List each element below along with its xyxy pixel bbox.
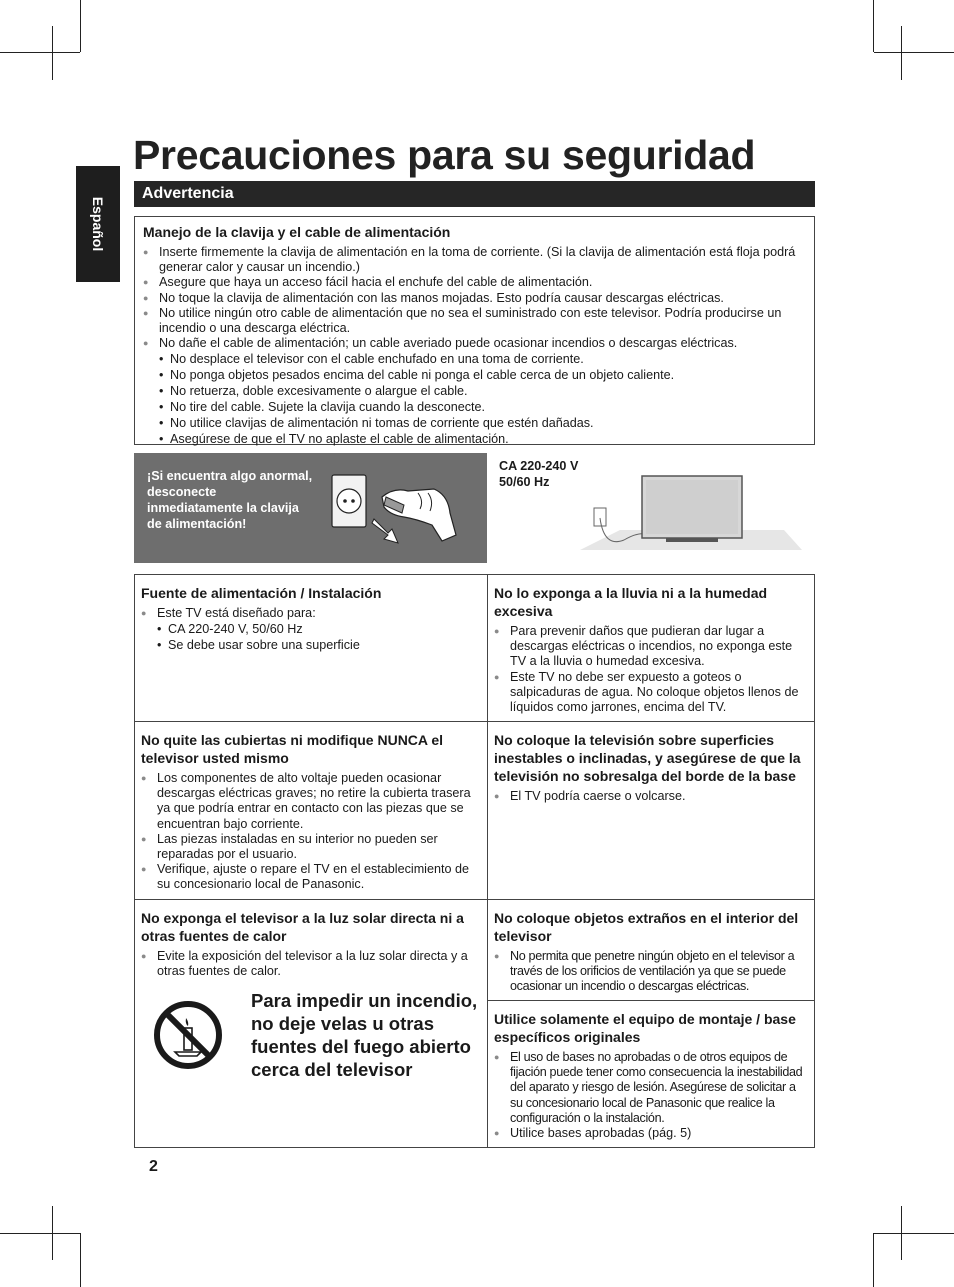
supply-list bbox=[141, 606, 481, 621]
crop-mark bbox=[52, 1206, 53, 1260]
sunlight-cell bbox=[135, 900, 487, 979]
list-item: ● Este TV está diseñado para: bbox=[141, 606, 481, 621]
list-item: ● No permita que penetre ningún objeto en el televisor a través de los orificios de ventilación ya que se puede ocasionar un incendio o descargas eléctricas. bbox=[494, 949, 808, 995]
crop-mark bbox=[80, 0, 81, 52]
power-cord-list bbox=[143, 245, 806, 351]
fire-warning bbox=[153, 990, 483, 1095]
page-title: Precauciones para su seguridad bbox=[133, 132, 756, 178]
crop-mark bbox=[52, 26, 53, 80]
crop-mark bbox=[874, 52, 954, 53]
mount-cell bbox=[488, 1001, 814, 1141]
foreign-objects-cell bbox=[488, 900, 814, 995]
crop-mark bbox=[901, 1206, 902, 1260]
rain-cell bbox=[488, 575, 814, 715]
list-item: ● El uso de bases no aprobadas o de otros equipos de fijación puede tener como consecuencia la inestabilidad del aparato y riesgo de lesión. Asegúrese de solicitar a su concesionario local de Panasonic que realice la configuración o la instalación. bbox=[494, 1050, 808, 1126]
power-cord-heading: Manejo de la clavija y el cable de alimentación bbox=[143, 224, 451, 240]
list-item: ● No toque la clavija de alimentación con las manos mojadas. Esto podría causar descargas eléctricas. bbox=[143, 291, 806, 306]
foreign-objects-heading: No coloque objetos extraños en el interior del televisor bbox=[494, 910, 799, 944]
unplug-alert-text: ¡Si encuentra algo anormal, desconecte inmediatamente la clavija de alimentación! bbox=[147, 469, 313, 531]
rain-list bbox=[494, 624, 808, 715]
list-item: ● No utilice ningún otro cable de alimentación que no sea el suministrado con este televisor. Podría producirse un incendio o una descarga eléctrica. bbox=[143, 306, 806, 336]
unstable-cell bbox=[488, 722, 814, 804]
list-item: ● Inserte firmemente la clavija de alimentación en la toma de corriente. (Si la clavija de alimentación está floja podrá generar calor y causar un incendio.) bbox=[143, 245, 806, 275]
covers-list bbox=[141, 771, 481, 893]
mount-heading: Utilice solamente el equipo de montaje / base específicos originales bbox=[494, 1011, 796, 1045]
power-spec-voltage: CA 220-240 V bbox=[499, 459, 579, 473]
list-item: ● Asegure que haya un acceso fácil hacia el enchufe del cable de alimentación. bbox=[143, 275, 806, 290]
unplug-alert-panel bbox=[134, 453, 487, 563]
list-item: ● Este TV no debe ser expuesto a goteos o salpicaduras de agua. No coloque objetos llenos de líquidos como jarrones, encima del TV. bbox=[494, 670, 808, 716]
sub-item: • Se debe usar sobre una superficie bbox=[141, 637, 481, 653]
list-item: ● El TV podría caerse o volcarse. bbox=[494, 789, 808, 804]
sub-item: • No desplace el televisor con el cable enchufado en una toma de corriente. bbox=[143, 351, 806, 367]
supply-cell bbox=[135, 575, 487, 653]
sub-item: • Asegúrese de que el TV no aplaste el cable de alimentación. bbox=[143, 431, 806, 447]
crop-mark bbox=[0, 52, 80, 53]
section-header: Advertencia bbox=[134, 181, 815, 207]
power-cord-box bbox=[134, 216, 815, 445]
crop-mark bbox=[80, 1233, 81, 1287]
page-number: 2 bbox=[149, 1158, 158, 1175]
safety-grid bbox=[134, 574, 815, 1148]
unplug-illustration bbox=[324, 467, 474, 551]
fire-warning-text: Para impedir un incendio, no deje velas u otras fuentes del fuego abierto cerca del televisor bbox=[251, 990, 478, 1080]
list-item: ● Utilice bases aprobadas (pág. 5) bbox=[494, 1126, 808, 1141]
sub-item: • No utilice clavijas de alimentación ni tomas de corriente que estén dañadas. bbox=[143, 415, 806, 431]
crop-mark bbox=[873, 0, 874, 52]
list-item: ● Verifique, ajuste o repare el TV en el establecimiento de su concesionario local de Panasonic. bbox=[141, 862, 481, 892]
sub-item: • CA 220-240 V, 50/60 Hz bbox=[141, 621, 481, 637]
sub-item: • No tire del cable. Sujete la clavija cuando la desconecte. bbox=[143, 399, 806, 415]
covers-cell bbox=[135, 722, 487, 893]
unstable-list bbox=[494, 789, 808, 804]
rain-heading: No lo exponga a la lluvia ni a la humedad excesiva bbox=[494, 585, 768, 619]
language-tab-label: Español bbox=[90, 196, 106, 252]
foreign-objects-list bbox=[494, 949, 808, 995]
tv-illustration bbox=[580, 468, 804, 552]
crop-mark bbox=[0, 1233, 80, 1234]
list-item: ● No dañe el cable de alimentación; un cable averiado puede ocasionar incendios o descargas eléctricas. bbox=[143, 336, 806, 351]
list-item: ● Para prevenir daños que pudieran dar lugar a descargas eléctricas o incendios, no exponga este TV a la lluvia o humedad excesiva. bbox=[494, 624, 808, 670]
covers-heading: No quite las cubiertas ni modifique NUNCA el televisor usted mismo bbox=[141, 732, 444, 766]
crop-mark bbox=[874, 1233, 954, 1234]
mount-list bbox=[494, 1050, 808, 1141]
list-item: ● Las piezas instaladas en su interior no pueden ser reparadas por el usuario. bbox=[141, 832, 481, 862]
sunlight-heading: No exponga el televisor a la luz solar directa ni a otras fuentes de calor bbox=[141, 910, 464, 944]
supply-heading: Fuente de alimentación / Instalación bbox=[141, 585, 382, 601]
power-spec-label bbox=[499, 458, 578, 490]
sub-item: • No retuerza, doble excesivamente o alargue el cable. bbox=[143, 383, 806, 399]
no-candle-icon bbox=[153, 1000, 223, 1070]
unstable-heading: No coloque la televisión sobre superficies inestables o inclinadas, y asegúrese de que la televisión no sobresalga del borde de la base bbox=[494, 732, 801, 784]
power-spec-frequency: 50/60 Hz bbox=[499, 475, 550, 489]
power-cord-sublist bbox=[143, 351, 806, 447]
sunlight-list bbox=[141, 949, 481, 979]
sub-item: • No ponga objetos pesados encima del cable ni ponga el cable cerca de un objeto caliente. bbox=[143, 367, 806, 383]
supply-sublist bbox=[141, 621, 481, 653]
crop-mark bbox=[901, 26, 902, 80]
list-item: ● Los componentes de alto voltaje pueden ocasionar descargas eléctricas graves; no retire la cubierta trasera ya que podría entrar en contacto con las piezas que se encuentran bajo corriente. bbox=[141, 771, 481, 832]
language-tab bbox=[76, 166, 120, 282]
crop-mark bbox=[873, 1233, 874, 1287]
list-item: ● Evite la exposición del televisor a la luz solar directa y a otras fuentes de calor. bbox=[141, 949, 481, 979]
